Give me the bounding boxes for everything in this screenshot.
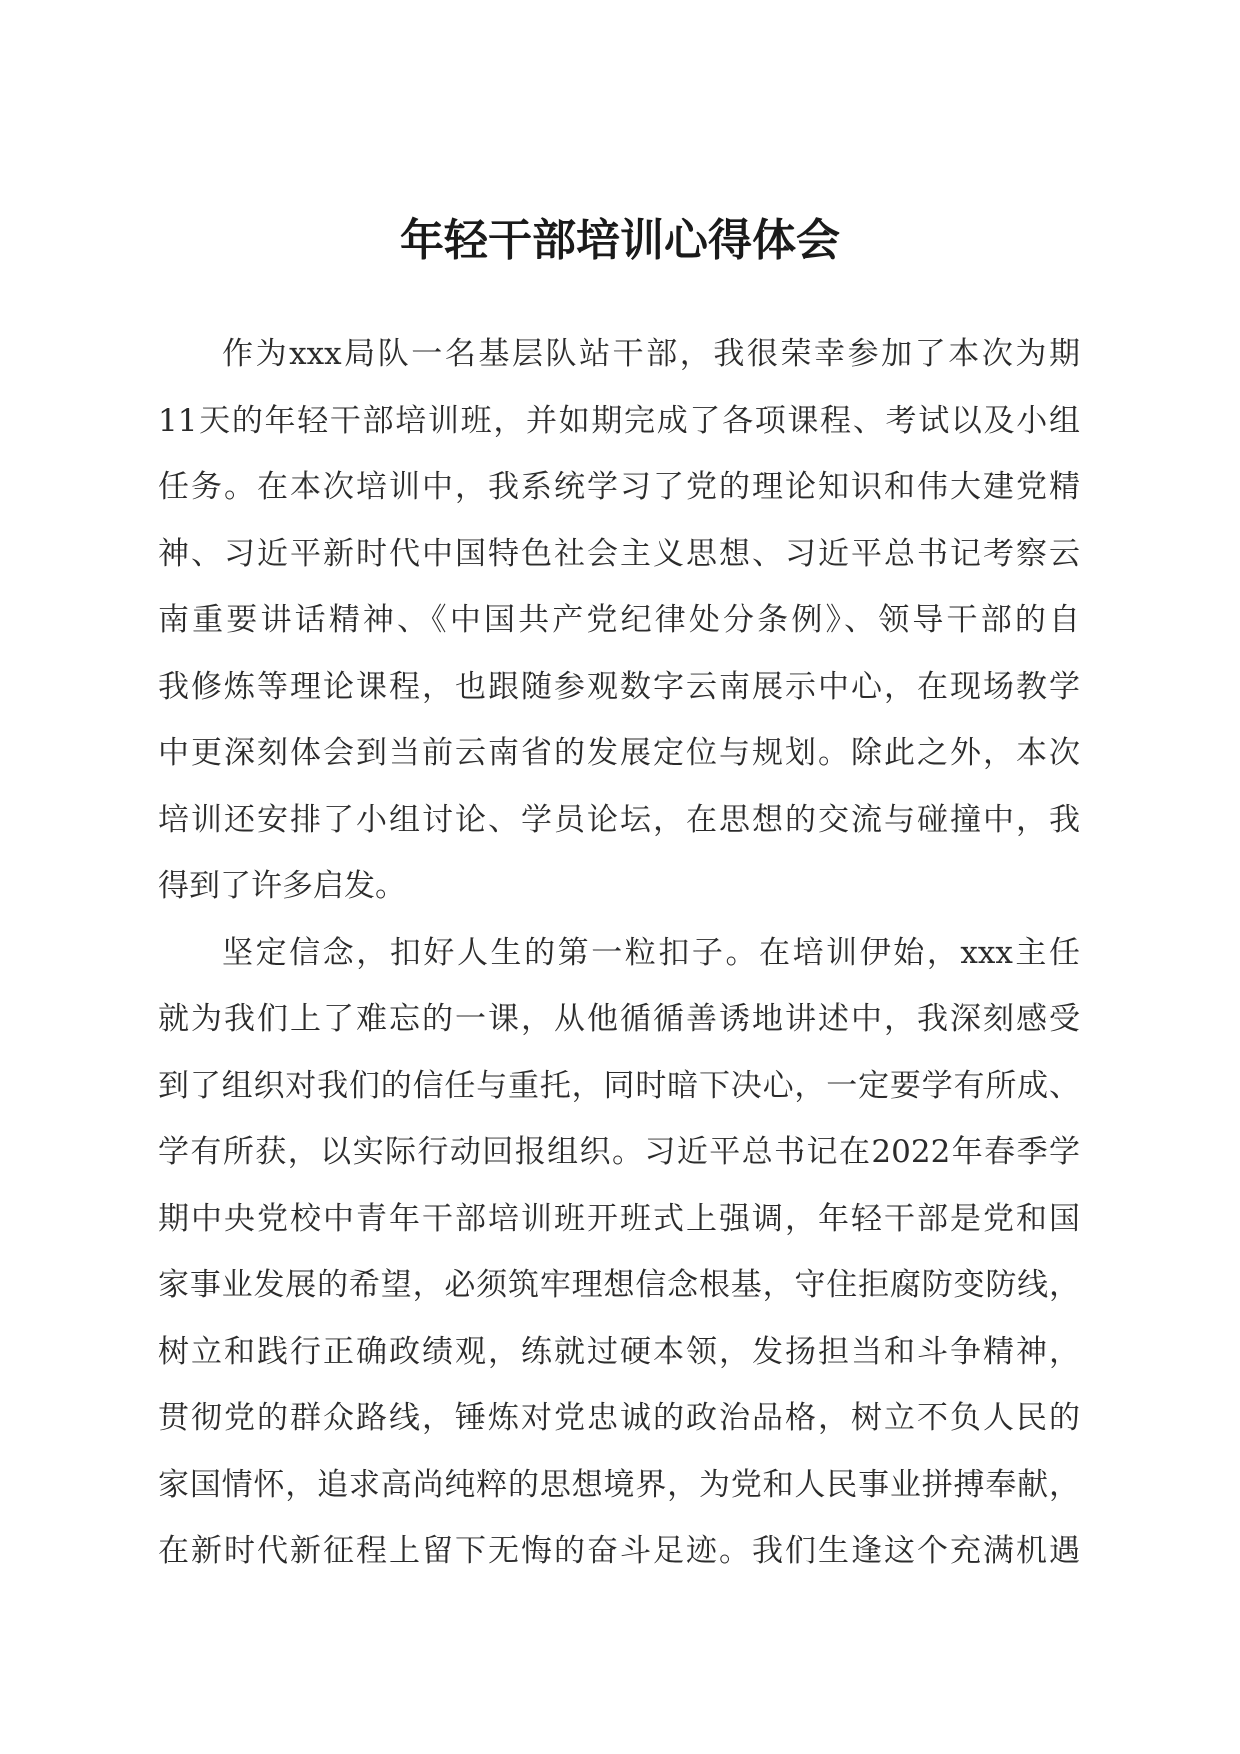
text-line: 在新时代新征程上留下无悔的奋斗足迹。我们生逢这个充满机遇 (158, 1533, 1080, 1569)
document-body (158, 321, 1080, 1585)
document-title: 年轻干部培训心得体会 (400, 215, 840, 266)
text-line: 我修炼等理论课程，也跟随参观数字云南展示中心，在现场教学 (158, 668, 1080, 705)
text-line: 学有所获，以实际行动回报组织。习近平总书记在2022年春季学 (158, 1134, 1080, 1170)
text-line: 树立和践行正确政绩观，练就过硬本领，发扬担当和斗争精神， (158, 1333, 1080, 1370)
text-line: 中更深刻体会到当前云南省的发展定位与规划。除此之外，本次 (158, 735, 1080, 771)
text-line: 期中央党校中青年干部培训班开班式上强调，年轻干部是党和国 (158, 1200, 1080, 1237)
text-line: 到了组织对我们的信任与重托，同时暗下决心，一定要学有所成、 (158, 1067, 1080, 1104)
text-line: 家国情怀，追求高尚纯粹的思想境界，为党和人民事业拼搏奉献， (158, 1466, 1080, 1503)
text-line: 南重要讲话精神、《中国共产党纪律处分条例》、领导干部的自 (158, 602, 1080, 638)
text-line: 得到了许多启发。 (158, 868, 406, 904)
text-line: 神、习近平新时代中国特色社会主义思想、习近平总书记考察云 (158, 535, 1080, 572)
text-line: 培训还安排了小组讨论、学员论坛，在思想的交流与碰撞中，我 (158, 801, 1080, 838)
text-line: 11天的年轻干部培训班，并如期完成了各项课程、考试以及小组 (158, 402, 1080, 439)
paragraph-1 (158, 321, 1080, 920)
paragraph-2 (158, 920, 1080, 1585)
text-line: 家事业发展的希望，必须筑牢理想信念根基，守住拒腐防变防线， (158, 1267, 1080, 1303)
text-line: 作为xxx局队一名基层队站干部，我很荣幸参加了本次为期 (222, 336, 1080, 372)
text-line: 贯彻党的群众路线，锤炼对党忠诚的政治品格，树立不负人民的 (158, 1400, 1080, 1436)
text-line: 任务。在本次培训中，我系统学习了党的理论知识和伟大建党精 (158, 469, 1080, 505)
text-line: 就为我们上了难忘的一课，从他循循善诱地讲述中，我深刻感受 (158, 1001, 1080, 1037)
text-line: 坚定信念，扣好人生的第一粒扣子。在培训伊始，xxx主任 (222, 934, 1080, 971)
